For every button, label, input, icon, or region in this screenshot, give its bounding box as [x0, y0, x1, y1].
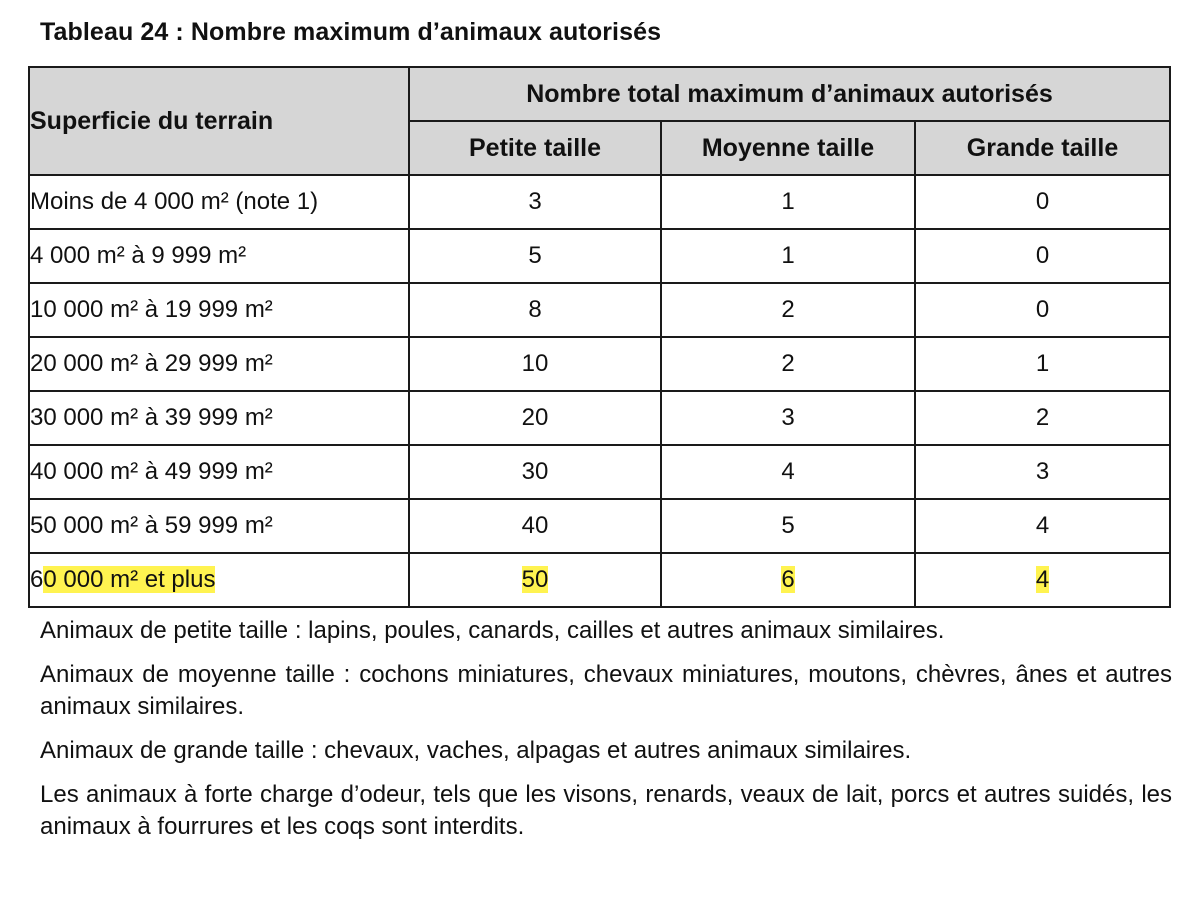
highlighted-value: 50	[521, 566, 549, 593]
moyenne-cell: 5	[661, 499, 915, 553]
column-header-moyenne: Moyenne taille	[661, 121, 915, 175]
grande-cell: 4	[915, 499, 1170, 553]
highlighted-value: 6	[781, 566, 795, 593]
highlighted-value: 4	[1035, 566, 1050, 593]
petite-cell: 20	[409, 391, 661, 445]
column-header-petite: Petite taille	[409, 121, 661, 175]
moyenne-cell: 2	[661, 337, 915, 391]
note-moyenne-taille: Animaux de moyenne taille : cochons miniatures, chevaux miniatures, moutons, chèvres, ânes et autres animaux similaires.	[40, 661, 1172, 720]
grande-cell: 0	[915, 175, 1170, 229]
notes-section	[40, 615, 1172, 855]
area-cell: 4 000 m² à 9 999 m²	[29, 229, 409, 283]
petite-cell: 10	[409, 337, 661, 391]
area-cell: 30 000 m² à 39 999 m²	[29, 391, 409, 445]
moyenne-cell: 2	[661, 283, 915, 337]
table-row	[29, 391, 1170, 445]
area-cell: 40 000 m² à 49 999 m²	[29, 445, 409, 499]
table-row	[29, 337, 1170, 391]
moyenne-cell: 3	[661, 391, 915, 445]
row-header-superficie: Superficie du terrain	[29, 67, 409, 175]
header-row-group	[29, 67, 1170, 121]
petite-cell: 40	[409, 499, 661, 553]
grande-cell: 1	[915, 337, 1170, 391]
moyenne-cell	[661, 553, 915, 607]
grande-cell: 0	[915, 283, 1170, 337]
table-row	[29, 499, 1170, 553]
area-cell: Moins de 4 000 m² (note 1)	[29, 175, 409, 229]
petite-cell: 3	[409, 175, 661, 229]
highlighted-area-text: 0 000 m² et plus	[43, 566, 216, 593]
moyenne-cell: 1	[661, 175, 915, 229]
area-prefix: 6	[30, 566, 44, 593]
petite-cell: 8	[409, 283, 661, 337]
grande-cell	[915, 553, 1170, 607]
note-petite-taille: Animaux de petite taille : lapins, poules, canards, cailles et autres animaux similaires.	[40, 617, 945, 644]
grande-cell: 3	[915, 445, 1170, 499]
table-title: Tableau 24 : Nombre maximum d’animaux autorisés	[40, 18, 662, 46]
grande-cell: 2	[915, 391, 1170, 445]
area-cell: 50 000 m² à 59 999 m²	[29, 499, 409, 553]
column-header-grande: Grande taille	[915, 121, 1170, 175]
petite-cell	[409, 553, 661, 607]
note-grande-taille: Animaux de grande taille : chevaux, vaches, alpagas et autres animaux similaires.	[40, 737, 912, 764]
petite-cell: 5	[409, 229, 661, 283]
petite-cell: 30	[409, 445, 661, 499]
moyenne-cell: 4	[661, 445, 915, 499]
table-row	[29, 283, 1170, 337]
group-header-total: Nombre total maximum d’animaux autorisés	[409, 67, 1170, 121]
moyenne-cell: 1	[661, 229, 915, 283]
grande-cell: 0	[915, 229, 1170, 283]
table-row	[29, 229, 1170, 283]
table-row	[29, 175, 1170, 229]
area-cell: 20 000 m² à 29 999 m²	[29, 337, 409, 391]
table-row-highlighted	[29, 553, 1170, 607]
area-cell: 10 000 m² à 19 999 m²	[29, 283, 409, 337]
note-animaux-interdits: Les animaux à forte charge d’odeur, tels que les visons, renards, veaux de lait, porcs et autres suidés, les animaux à fourrures et les coqs sont interdits.	[40, 781, 1172, 840]
area-cell	[29, 553, 409, 607]
animals-table	[28, 66, 1171, 608]
table-row	[29, 445, 1170, 499]
